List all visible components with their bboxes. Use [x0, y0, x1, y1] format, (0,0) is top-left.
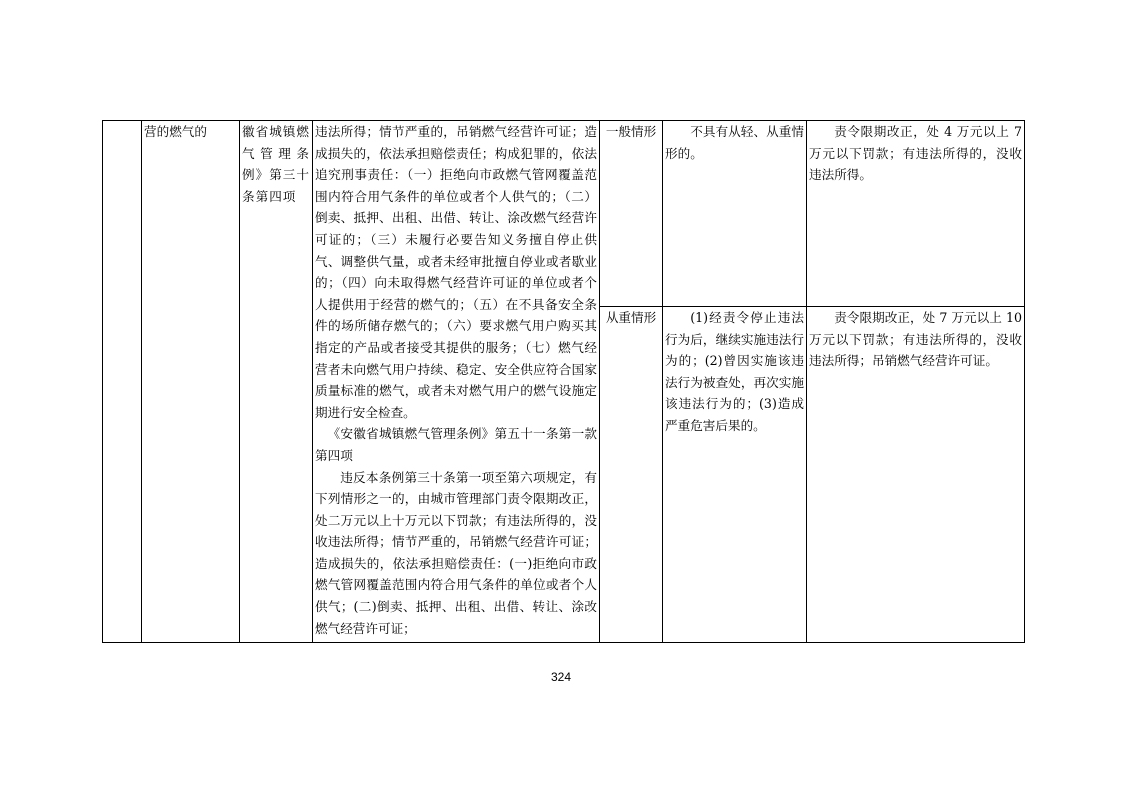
legal-content-citation: 《安徽省城镇燃气管理条例》第五十一条第一款第四项 — [315, 426, 597, 463]
circumstance-condition-text: (1)经责令停止违法行为后，继续实施违法行为的；(2)曾因实施该违法行为被查处，再次实施该违法行为的；(3)造成严重危害后果的。 — [665, 310, 804, 433]
legal-content-cell — [313, 121, 600, 643]
penalty-standard-cell — [807, 121, 1025, 307]
legal-content-paragraph: 违反本条例第三十条第一项至第六项规定，有下列情形之一的，由城市管理部门责令限期改正，处二万元以上十万元以下罚款；有违法所得的，没收违法所得；情节严重的，吊销燃气经营许可证；造成损失的，依法承担赔偿责任：(一)拒绝向市政燃气管网覆盖范围内符合用气条件的单位或者个人供气；(二)倒卖、抵押、出租、出借、转让、涂改燃气经营许可证； — [315, 469, 597, 636]
page-number: 324 — [550, 670, 572, 684]
penalty-standard-text: 责令限期改正，处 7 万元以上 10 万元以下罚款；有违法所得的，没收违法所得；吊销燃气经营许可证。 — [809, 310, 1022, 369]
legal-basis-text: 徽省城镇燃气管理条例》第三十条第四项 — [242, 124, 310, 204]
circumstance-condition-cell — [663, 307, 807, 643]
penalty-standard-cell — [807, 307, 1025, 643]
penalty-standard-table — [102, 120, 1025, 643]
circumstance-name-cell: 一般情形 — [600, 121, 663, 307]
table-row — [103, 121, 1025, 307]
violation-item-text: 营的燃气的 — [144, 124, 207, 139]
row-number-cell — [103, 121, 142, 643]
legal-content-paragraph: 违法所得；情节严重的，吊销燃气经营许可证；造成损失的，依法承担赔偿责任；构成犯罪的，依法追究刑事责任：（一）拒绝向市政燃气管网覆盖范围内符合用气条件的单位或者个人供气的；（二）倒卖、抵押、出租、出借、转让、涂改燃气经营许可证的；（三）未履行必要告知义务擅自停止供气、调整供气量，或者未经审批擅自停业或者歇业的；（四）向未取得燃气经营许可证的单位或者个人提供用于经营的燃气的；（五）在不具备安全条件的场所储存燃气的；（六）要求燃气用户购买其指定的产品或者接受其提供的服务；（七）燃气经营者未向燃气用户持续、稳定、安全供应符合国家质量标准的燃气，或者未对燃气用户的燃气设施定期进行安全检查。 — [315, 124, 597, 420]
circumstance-name-cell: 从重情形 — [600, 307, 663, 643]
violation-item-cell — [142, 121, 240, 643]
circumstance-condition-cell — [663, 121, 807, 307]
circumstance-condition-text: 不具有从轻、从重情形的。 — [665, 124, 804, 161]
legal-basis-cell — [240, 121, 313, 643]
penalty-standard-text: 责令限期改正，处 4 万元以上 7 万元以下罚款；有违法所得的，没收违法所得。 — [809, 124, 1022, 183]
